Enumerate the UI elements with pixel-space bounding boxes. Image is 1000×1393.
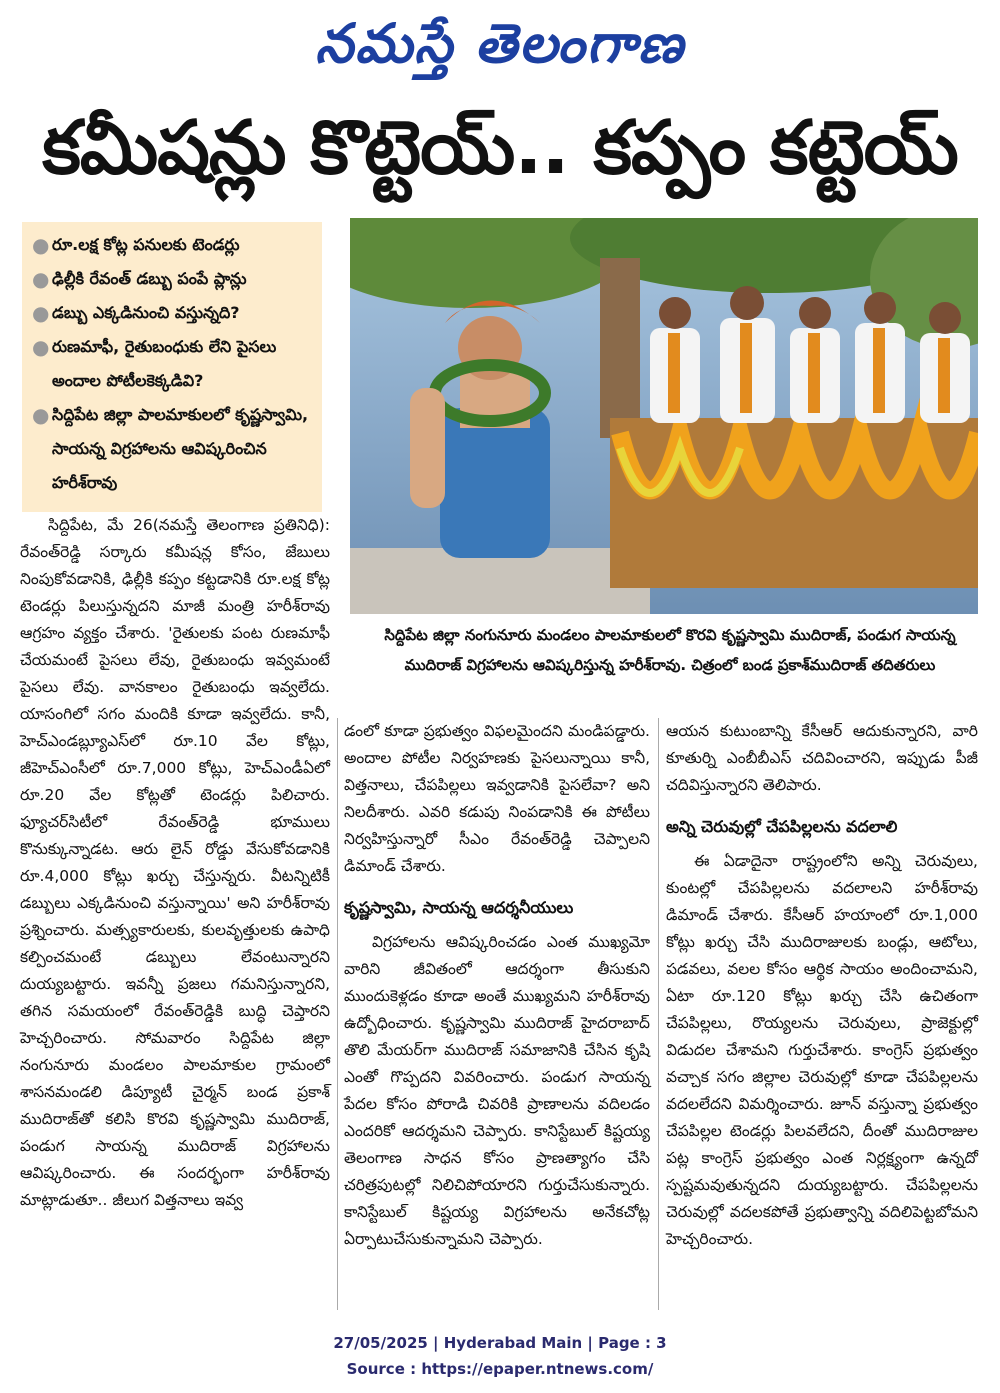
footer-date-edition: 27/05/2025 | Hyderabad Main | Page : 3 [333,1334,667,1352]
news-photo [350,218,978,614]
article-paragraph: సిద్దిపేట, మే 26(నమస్తే తెలంగాణ ప్రతినిధి): రేవంత్‌రెడ్డి సర్కారు కమీషన్ల కోసం, జేబులు నింపుకోవడానికి, ఢిల్లీకి కప్పం కట్టడానికి రూ.లక్ష కోట్ల టెండర్లు పిలుస్తున్నదని మాజీ మంత్రి హరీశ్‌రావు ఆగ్రహం వ్యక్తం చేశారు. 'రైతులకు పంట రుణమాఫీ చేయమంటే పైసలు లేవు, రైతుబంధు ఇవ్వమంటే పైసలు లేవు. వానకాలం రైతుబంధు ఇవ్వలేదు. యాసంగిలో సగం మందికి కూడా ఇవ్వలేదు. కానీ, హెచ్‌ఎండబ్ల్యూఎస్‌లో రూ.10 వేల కోట్లు, జీహెచ్‌ఎంసీలో రూ.7,000 కోట్లు, హెచ్‌ఎండీఏలో రూ.20 వేల కోట్లతో టెండర్లు పిలిచారు. ఫ్యూచర్‌సిటీలో రేవంత్‌రెడ్డి భూములు కొనుక్కున్నాడట. ఆరు లైన్ రోడ్డు వేసుకోవడానికి రూ.4,000 కోట్లు ఖర్చు చేస్తున్నరు. వీటన్నిటికీ డబ్బులు ఎక్కడినుంచి వస్తున్నాయి' అని హరీశ్‌రావు ప్రశ్నించారు. మత్స్యకారులకు, కులవృత్తులకు ఉపాధి కల్పించమంటే డబ్బులు లేవంటున్నారని దుయ్యబట్టారు. ఇవన్నీ ప్రజలు గమనిస్తున్నారని, తగిన సమయంలో రేవంత్‌రెడ్డికి బుద్ధి చెప్తారని హెచ్చరించారు. సోమవారం సిద్దిపేట జిల్లా నంగునూరు మండలం పాలమాకుల గ్రామంలో శాసనమండలి డిప్యూటీ చైర్మన్ బండ ప్రకాశ్ ముదిరాజ్‌తో కలిసి కొరవి కృష్ణస్వామి ముదిరాజ్, పండుగ సాయన్న ముదిరాజ్ విగ్రహాలను ఆవిష్కరించారు. ఈ సందర్భంగా హరీశ్‌రావు మాట్లాడుతూ.. జీలుగ విత్తనాలు ఇవ్వ [20,516,330,1209]
article-paragraph: విగ్రహాలను ఆవిష్కరించడం ఎంత ముఖ్యమో వారిని జీవితంలో ఆదర్శంగా తీసుకుని ముందుకెళ్లడం కూడా అంతే ముఖ్యమని హరీశ్‌రావు ఉద్బోధించారు. కృష్ణస్వామి ముదిరాజ్ హైదరాబాద్ తొలి మేయర్‌గా ముదిరాజ్ సమాజానికి చేసిన కృషి ఎంతో గొప్పదని వివరించారు. పండుగ సాయన్న పేదల కోసం పోరాడి చివరికి ప్రాణాలను వదిలడం ఎందరికో ఆదర్శమని చెప్పారు. కానిస్టేబుల్ కిష్టయ్య తెలంగాణ సాధన కోసం ప్రాణత్యాగం చేసి చరిత్రపుటల్లో నిలిచిపోయారని గుర్తుచేసుకున్నారు. కానిస్టేబుల్ కిష్టయ్య విగ్రహాలను అనేకచోట్ల ఏర్పాటుచేసుకున్నామని చెప్పారు. [344,933,650,1248]
bullet-icon: ● [32,403,50,427]
highlight-item: ● ఢిల్లీకి రేవంత్ డబ్బు పంపే ప్లాన్లు [30,262,314,296]
bullet-icon: ● [32,301,50,325]
column-divider [658,718,659,1310]
article-paragraph: డంలో కూడా ప్రభుత్వం విఫలమైందని మండిపడ్డారు. అందాల పోటీల నిర్వహణకు పైసలున్నాయి కానీ, విత్తనాలు, చేపపిల్లలు ఇవ్వడానికి పైసలేవా? అని నిలదీశారు. ఎవరి కడుపు నింపడానికి ఈ పోటీలు నిర్వహిస్తున్నారో సీఎం రేవంత్‌రెడ్డి చెప్పాలని డిమాండ్ చేశారు. [344,722,650,875]
bullet-icon: ● [32,335,50,359]
article-column-2 [344,718,650,1253]
highlight-item: ● డబ్బు ఎక్కడినుంచి వస్తున్నది? [30,296,314,330]
highlight-item: ● రూ.లక్ష కోట్ల పనులకు టెండర్లు [30,228,314,262]
highlight-item: ● రుణమాఫీ, రైతుబంధుకు లేని పైసలు అందాల పోటీలకెక్కడివి? [30,330,314,398]
highlight-item: ● సిద్దిపేట జిల్లా పాలమాకులలో కృష్ణస్వామి, సాయన్న విగ్రహాలను ఆవిష్కరించిన హరీశ్‌రావు [30,398,314,500]
masthead: నమస్తే తెలంగాణ [315,12,685,75]
headline: కమీషన్లు కొట్టెయ్.. కప్పం కట్టెయ్ [42,105,958,191]
article-paragraph: ఆయన కుటుంబాన్ని కేసీఆర్ ఆదుకున్నారని, వారి కూతుర్ని ఎంబీబీఎస్ చదివించారని, ఇప్పుడు పీజీ చదివిస్తున్నారని తెలిపారు. [666,722,978,794]
highlights-box [22,222,322,512]
footer-source: Source : https://epaper.ntnews.com/ [346,1360,654,1378]
subheading: అన్ని చెరువుల్లో చేపపిల్లలను వదలాలి [666,817,898,836]
statue-unveiling-photo [350,218,978,614]
article-column-3 [666,718,978,1253]
article-paragraph: ఈ ఏడాదైనా రాష్ట్రంలోని అన్ని చెరువులు, కుంటల్లో చేపపిల్లలను వదలాలని హరీశ్‌రావు డిమాండ్ చేశారు. కేసీఆర్ హయాంలో రూ.1,000 కోట్లు ఖర్చు చేసి ముదిరాజులకు బండ్లు, ఆటోలు, పడవలు, వలల కోసం ఆర్థిక సాయం అందించామని, ఏటా రూ.120 కోట్లు ఖర్చు చేసి ఉచితంగా చేపపిల్లలు, రొయ్యలను చెరువులు, ప్రాజెక్టుల్లో విడుదల చేశామని గుర్తుచేశారు. కాంగ్రెస్ ప్రభుత్వం వచ్చాక సగం జిల్లాల చెరువుల్లో కూడా చేపపిల్లలను వదలలేదని విమర్శించారు. జూన్ వస్తున్నా ప్రభుత్వం చేపపిల్లల టెండర్లు పిలవలేదని, దీంతో ముదిరాజుల పట్ల కాంగ్రెస్ ప్రభుత్వం ఎంత నిర్లక్ష్యంగా ఉన్నదో స్పష్టమవుతున్నదని దుయ్యబట్టారు. చేపపిల్లలను చెరువుల్లో వదలకపోతే ప్రభుత్వాన్ని వదిలిపెట్టబోమని హెచ్చరించారు. [666,852,978,1248]
column-divider [337,718,338,1310]
page-footer [0,1330,1000,1382]
subheading: కృష్ణస్వామి, సాయన్న ఆదర్శనీయులు [344,898,574,917]
bullet-icon: ● [32,267,50,291]
bullet-icon: ● [32,233,50,257]
article-column-1 [20,512,330,1214]
photo-caption: సిద్దిపేట జిల్లా నంగునూరు మండలం పాలమాకులలో కొరవి కృష్ణస్వామి ముదిరాజ్, పండుగ సాయన్న ముదిరాజ్ విగ్రహాలను ఆవిష్కరిస్తున్న హరీశ్‌రావు. చిత్రంలో బండ ప్రకాశ్‌ముదిరాజ్ తదితరులు [384,626,956,674]
